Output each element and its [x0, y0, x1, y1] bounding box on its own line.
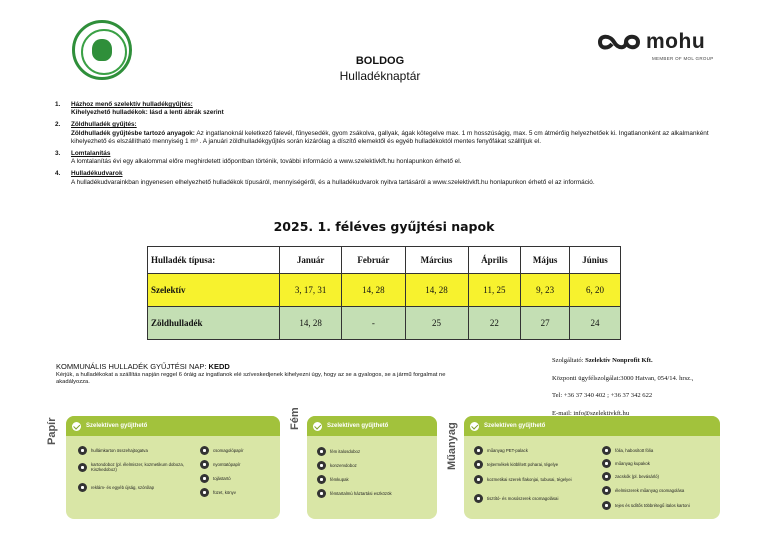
list-item: füzet, könyv [200, 488, 278, 497]
list-item [55, 121, 715, 146]
column-header: Március [405, 247, 468, 274]
papir-label: Papír [46, 417, 58, 445]
list-item: tejtermékek kiöblített poharai, tégelye [474, 460, 594, 469]
column-header: Hulladék típusa: [148, 247, 280, 274]
list-item: fém italosdoboz [317, 447, 435, 456]
communal-day: KEDD [208, 362, 230, 371]
table-cell: 11, 25 [468, 274, 521, 307]
email-address: E-mail: info@szelektivkft.hu [552, 409, 630, 417]
mohu-logo-icon [596, 31, 642, 53]
book-icon [200, 488, 209, 497]
pet-bottle-icon [474, 446, 483, 455]
table-cell: 25 [405, 307, 468, 340]
provider-label: Szolgáltató: [552, 357, 586, 364]
fem-panel [307, 416, 437, 519]
item-heading: Lomtalanítás [71, 150, 111, 158]
list-item: zacskók (pl. bevásárló) [602, 472, 718, 481]
column-header: Május [521, 247, 570, 274]
bag-icon [602, 472, 611, 481]
table-cell: 14, 28 [280, 307, 342, 340]
box-icon [78, 463, 87, 472]
table-cell: 9, 23 [521, 274, 570, 307]
table-cell: - [342, 307, 405, 340]
info-list [55, 101, 715, 191]
muanyag-panel-heading: Szelektíven gyűjthető [464, 416, 720, 436]
column-header: Január [280, 247, 342, 274]
list-item: műanyag PET-palack [474, 446, 594, 455]
column-header: Február [342, 247, 405, 274]
item-number: 1. [55, 101, 61, 108]
column-header: Június [570, 247, 621, 274]
checkmark-icon [470, 422, 479, 431]
list-item: élelmiszerek műanyag csomagolása [602, 486, 718, 495]
table-cell: 22 [468, 307, 521, 340]
metal-cap-icon [317, 475, 326, 484]
papir-panel-heading: Szelektíven gyűjthető [66, 416, 280, 436]
item-text: A hulladékudvarainkban ingyenesen elhelyezhető hulladékok típusáról, mennyiségéről, és a hulladékudvarok nyitva tartásáról a www.szelektivkft.hu honlapunkon érhető el az információ. [71, 178, 595, 186]
schedule-title: 2025. 1. féléves gyűjtési napok [273, 219, 495, 234]
list-item [55, 150, 715, 166]
detergent-icon [474, 494, 483, 503]
fem-label: Fém [289, 407, 301, 430]
egg-carton-icon [200, 474, 209, 483]
list-item: tisztító- és mosószerek csomagolásai [474, 494, 594, 503]
phone-numbers: Tel: +36 37 340 402 ; +36 37 342 622 [552, 392, 653, 399]
tin-can-icon [317, 461, 326, 470]
muanyag-panel [464, 416, 720, 519]
checkmark-icon [313, 422, 322, 431]
muanyag-label: Műanyag [446, 422, 458, 470]
table-cell: 14, 28 [342, 274, 405, 307]
list-item: kozmetikai szerek flakonjai, tubusai, tégelyei [474, 475, 594, 484]
item-number: 4. [55, 170, 61, 178]
list-item: reklám- és egyéb újság, szórólap [78, 483, 188, 492]
table-cell: 27 [521, 307, 570, 340]
list-item: csomagolópapír [200, 446, 278, 455]
checkmark-icon [72, 422, 81, 431]
household-tool-icon [317, 489, 326, 498]
list-item: fólia, habosított fólia [602, 446, 718, 455]
item-heading: Zöldhulladék gyűjtés: [71, 121, 137, 129]
item-subheading: Zöldhulladék gyűjtésbe tartozó anyagok: [71, 129, 195, 137]
list-item [55, 101, 715, 117]
item-text: Az ingatlanoknál keletkező falevél, fűnyesedék, gyom zsákolva, gallyak, ágak kötegelve max. 1 m hosszúságig, max. 5 cm átmérőig helyezhetőek ki. Ingatlanonként az alkalmanként kihelyezhető és elszállítható mennyiség 1 m³ . A januári zöldhulladékgyűjtés során kizárólag a díszítő elemektől és egyéb hulladékoktól mentes fenyőfákat szállítjuk el. [71, 129, 709, 145]
brand-name: mohu [646, 30, 706, 53]
list-item [55, 170, 715, 186]
item-heading: Hulladékudvarok [71, 170, 123, 178]
item-number: 2. [55, 121, 61, 129]
communal-note: Kérjük, a hulladékokat a szállítás napján reggel 6 óráig az ingatlanok elé szíveskedjenek kihelyezni úgy, hogy az se a gyalogos, se a jármű forgalmat ne akadályozza. [56, 372, 446, 385]
foil-icon [602, 446, 611, 455]
food-package-icon [602, 486, 611, 495]
list-item: konzervdoboz [317, 461, 435, 470]
list-item: nyomtatópapír [200, 460, 278, 469]
row-label: Szelektív [148, 274, 280, 307]
list-item: hullámkarton összehajtogatva [78, 446, 188, 455]
printer-paper-icon [200, 460, 209, 469]
list-item: műanyag kupakok [602, 459, 718, 468]
cosmetic-bottle-icon [474, 475, 483, 484]
schedule-table [147, 246, 621, 340]
service-info [552, 352, 693, 422]
table-row [148, 307, 621, 340]
list-item: tejes és üdítős többrétegű italos kartoni [602, 501, 718, 510]
table-cell: 6, 20 [570, 274, 621, 307]
list-item: tojástartó [200, 474, 278, 483]
paper-wrap-icon [200, 446, 209, 455]
municipality-seal-logo [72, 20, 132, 80]
drink-carton-icon [602, 501, 611, 510]
page-subtitle: Hulladéknaptár [339, 69, 421, 83]
list-item: fémtartalmú háztartási eszközök [317, 489, 435, 498]
list-item: kartondoboz (pl. élelmiszer, kozmetikum doboza, Kiszkedoboz) [78, 462, 188, 472]
can-icon [317, 447, 326, 456]
item-heading: Házhoz menő szelektív hulladékgyűjtés: [71, 101, 193, 108]
item-subheading: Kihelyezhető hulladékok: lásd a lenti ábrák szerint [71, 109, 224, 117]
communal-label: KOMMUNÁLIS HULLADÉK GYŰJTÉSI NAP: [56, 362, 209, 371]
table-cell: 24 [570, 307, 621, 340]
list-item: fémkupak [317, 475, 435, 484]
brand-subtitle: MEMBER OF MOL GROUP [652, 56, 714, 61]
communal-collection-day [56, 362, 230, 371]
table-cell: 3, 17, 31 [280, 274, 342, 307]
cardboard-icon [78, 446, 87, 455]
newspaper-icon [78, 483, 87, 492]
item-number: 3. [55, 150, 61, 158]
column-header: Április [468, 247, 521, 274]
provider-name: Szelektív Nonprofit Kft. [585, 357, 653, 364]
table-header-row [148, 247, 621, 274]
papir-panel [66, 416, 280, 519]
item-text: A lomtalanítás évi egy alkalommal előre meghirdetett időpontban történik, további információ a www.szelektivkft.hu honlapunkon érhető el. [71, 158, 462, 166]
plastic-cap-icon [602, 459, 611, 468]
fem-panel-heading: Szelektíven gyűjthető [307, 416, 437, 436]
table-cell: 14, 28 [405, 274, 468, 307]
office-address: Központi ügyfélszolgálat:3000 Hatvan, 054/14. hrsz., [552, 374, 694, 382]
yogurt-cup-icon [474, 460, 483, 469]
page-title: BOLDOG [355, 55, 405, 67]
table-row [148, 274, 621, 307]
row-label: Zöldhulladék [148, 307, 280, 340]
